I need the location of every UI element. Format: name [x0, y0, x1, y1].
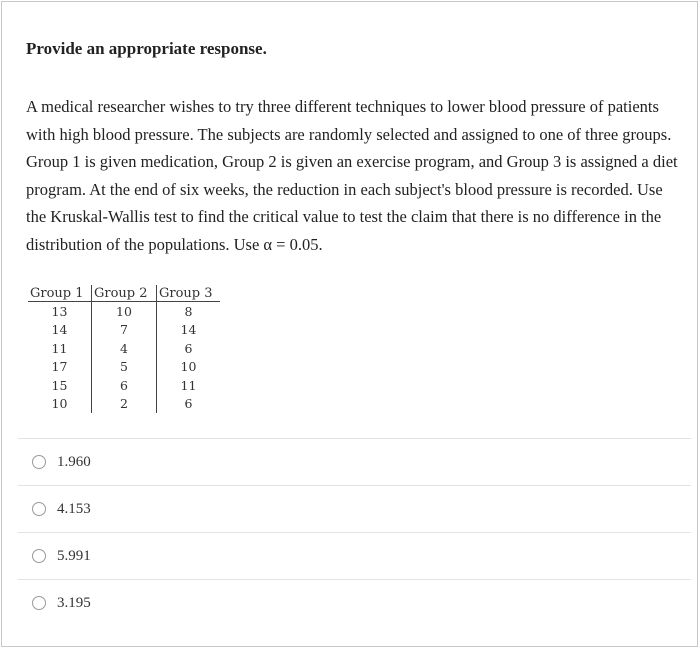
header-group-1: Group 1	[28, 285, 92, 302]
table-cell: 6	[157, 395, 221, 414]
table-row	[28, 376, 220, 395]
table-cell: 7	[92, 321, 157, 340]
radio-button[interactable]	[32, 502, 46, 516]
option-label: 4.153	[57, 500, 91, 517]
answer-option-4[interactable]	[18, 579, 691, 626]
table-header-row	[28, 285, 220, 302]
table-cell: 11	[51, 340, 68, 356]
answer-option-3[interactable]	[18, 532, 691, 579]
table-cell: 14	[157, 321, 221, 340]
table-cell: 14	[51, 322, 68, 338]
radio-button[interactable]	[32, 455, 46, 469]
header-group-3: Group 3	[157, 285, 221, 302]
table-cell: 4	[92, 339, 157, 358]
question-card	[1, 1, 698, 647]
option-label: 5.991	[57, 547, 91, 564]
table-cell: 8	[157, 302, 221, 321]
answer-option-2[interactable]	[18, 485, 691, 532]
option-label: 1.960	[57, 453, 91, 470]
table-row	[28, 302, 220, 321]
table-cell: 6	[157, 339, 221, 358]
table-cell: 13	[51, 303, 68, 319]
table-cell: 10	[157, 358, 221, 377]
radio-button[interactable]	[32, 549, 46, 563]
answer-option-1[interactable]	[18, 438, 691, 485]
table-row	[28, 358, 220, 377]
radio-button[interactable]	[32, 596, 46, 610]
table-row	[28, 395, 220, 414]
table-cell: 10	[92, 302, 157, 321]
table-cell: 10	[51, 396, 68, 412]
table-cell: 6	[92, 376, 157, 395]
table-row	[28, 339, 220, 358]
answer-options	[18, 438, 691, 626]
table-cell: 15	[51, 377, 68, 393]
table-row	[28, 321, 220, 340]
table-cell: 11	[157, 376, 221, 395]
table-cell: 17	[51, 359, 68, 375]
table-cell: 2	[92, 395, 157, 414]
question-text: A medical researcher wishes to try three different techniques to lower blood pressure of patients with high blood pressure. The subjects are randomly selected and assigned to one of three groups. Group 1 is given medication, Group 2 is given an exercise program, and Group 3 is assigned a diet program. At the end of six weeks, the reduction in each subject's blood pressure is recorded. Use the Kruskal-Wallis test to find the critical value to test the claim that there is no difference in the distribution of the populations. Use α = 0.05.	[26, 97, 678, 254]
header-group-2: Group 2	[92, 285, 157, 302]
table-cell: 5	[92, 358, 157, 377]
question-title: Provide an appropriate response.	[26, 39, 267, 58]
data-table	[28, 285, 220, 413]
option-label: 3.195	[57, 594, 91, 611]
